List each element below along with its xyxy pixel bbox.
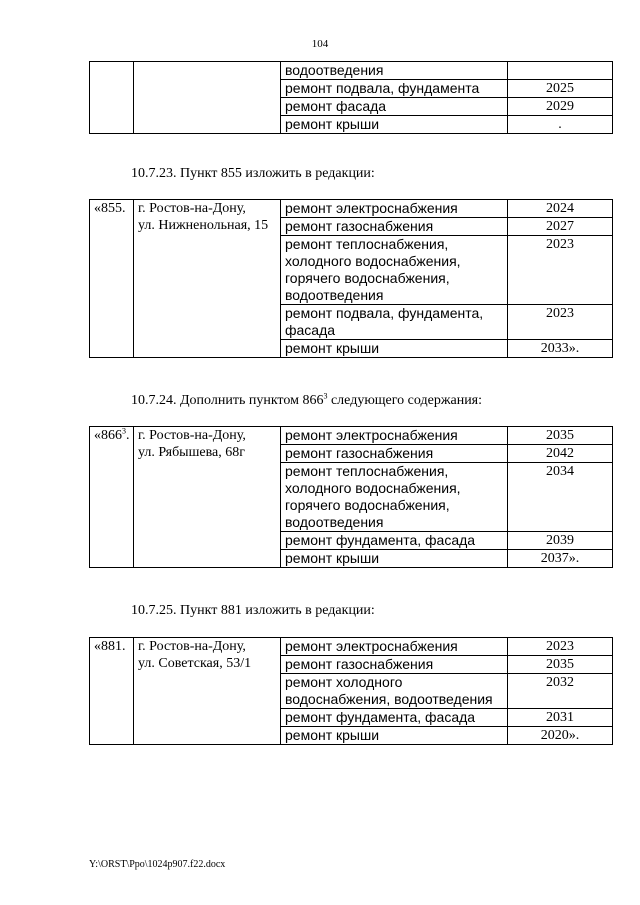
year-cell: 2039 <box>508 532 613 550</box>
year-cell: 2035 <box>508 656 613 674</box>
work-cell: ремонт крыши <box>281 550 508 568</box>
table-row <box>90 200 613 218</box>
continuation-table <box>89 61 613 134</box>
work-cell: ремонт фундамента, фасада <box>281 532 508 550</box>
heading-text-suffix: следующего содержания: <box>327 393 483 408</box>
page-number: 104 <box>311 38 329 50</box>
address-city: г. Ростов-на-Дону, <box>138 201 246 216</box>
work-cell: ремонт подвала, фундамента, фасада <box>281 305 508 340</box>
year-cell: 2037». <box>508 550 613 568</box>
work-cell: ремонт газоснабжения <box>281 445 508 463</box>
year-cell: 2020». <box>508 727 613 745</box>
item-number-suffix: . <box>126 428 130 443</box>
item-number-text: «866 <box>94 428 122 443</box>
address-city: г. Ростов-на-Дону, <box>138 639 246 654</box>
year-cell: 2023 <box>508 638 613 656</box>
item-address <box>134 638 281 745</box>
year-cell: 2035 <box>508 427 613 445</box>
year-cell: 2033». <box>508 340 613 358</box>
item-address <box>134 427 281 568</box>
work-cell: ремонт электроснабжения <box>281 638 508 656</box>
year-cell: 2032 <box>508 674 613 709</box>
work-cell: ремонт электроснабжения <box>281 200 508 218</box>
year-cell: 2027 <box>508 218 613 236</box>
number-cell <box>90 62 134 134</box>
address-street: ул. Рябышева, 68г <box>138 445 245 460</box>
heading-text: 10.7.24. Дополнить пунктом 866 <box>131 393 324 408</box>
footer-file-path: Y:\ORST\Ppo\1024p907.f22.docx <box>89 859 226 870</box>
item-table-881 <box>89 637 613 745</box>
address-street: ул. Советская, 53/1 <box>138 656 252 671</box>
heading-superscript: 3 <box>323 391 328 401</box>
address-cell <box>134 62 281 134</box>
year-cell: 2023 <box>508 305 613 340</box>
year-cell: 2024 <box>508 200 613 218</box>
item-number: «881. <box>90 638 134 745</box>
table-row <box>90 62 613 80</box>
year-cell: 2034 <box>508 463 613 532</box>
work-cell: ремонт электроснабжения <box>281 427 508 445</box>
work-cell: ремонт крыши <box>281 340 508 358</box>
item-number-superscript: 3 <box>122 426 126 436</box>
work-cell: ремонт газоснабжения <box>281 218 508 236</box>
year-cell: 2023 <box>508 236 613 305</box>
table-row <box>90 638 613 656</box>
work-cell: ремонт подвала, фундамента <box>281 80 508 98</box>
year-cell <box>508 62 613 80</box>
section-heading <box>131 393 482 409</box>
address-city: г. Ростов-на-Дону, <box>138 428 246 443</box>
work-cell: ремонт крыши <box>281 727 508 745</box>
work-cell: ремонт крыши <box>281 116 508 134</box>
section-heading: 10.7.23. Пункт 855 изложить в редакции: <box>131 166 375 181</box>
table-row <box>90 427 613 445</box>
address-street: ул. Нижненольная, 15 <box>138 218 269 233</box>
year-cell: . <box>508 116 613 134</box>
section-heading: 10.7.25. Пункт 881 изложить в редакции: <box>131 603 375 618</box>
work-cell: водоотведения <box>281 62 508 80</box>
work-cell: ремонт фундамента, фасада <box>281 709 508 727</box>
item-table-866-3 <box>89 426 613 568</box>
year-cell: 2042 <box>508 445 613 463</box>
item-number <box>90 427 134 568</box>
work-cell: ремонт теплоснабжения, холодного водоснабжения, горячего водоснабжения, водоотведения <box>281 463 508 532</box>
work-cell: ремонт теплоснабжения, холодного водоснабжения, горячего водоснабжения, водоотведения <box>281 236 508 305</box>
year-cell: 2025 <box>508 80 613 98</box>
work-cell: ремонт фасада <box>281 98 508 116</box>
item-table-855 <box>89 199 613 358</box>
item-address <box>134 200 281 358</box>
work-cell: ремонт газоснабжения <box>281 656 508 674</box>
work-cell: ремонт холодного водоснабжения, водоотведения <box>281 674 508 709</box>
year-cell: 2029 <box>508 98 613 116</box>
year-cell: 2031 <box>508 709 613 727</box>
item-number: «855. <box>90 200 134 358</box>
